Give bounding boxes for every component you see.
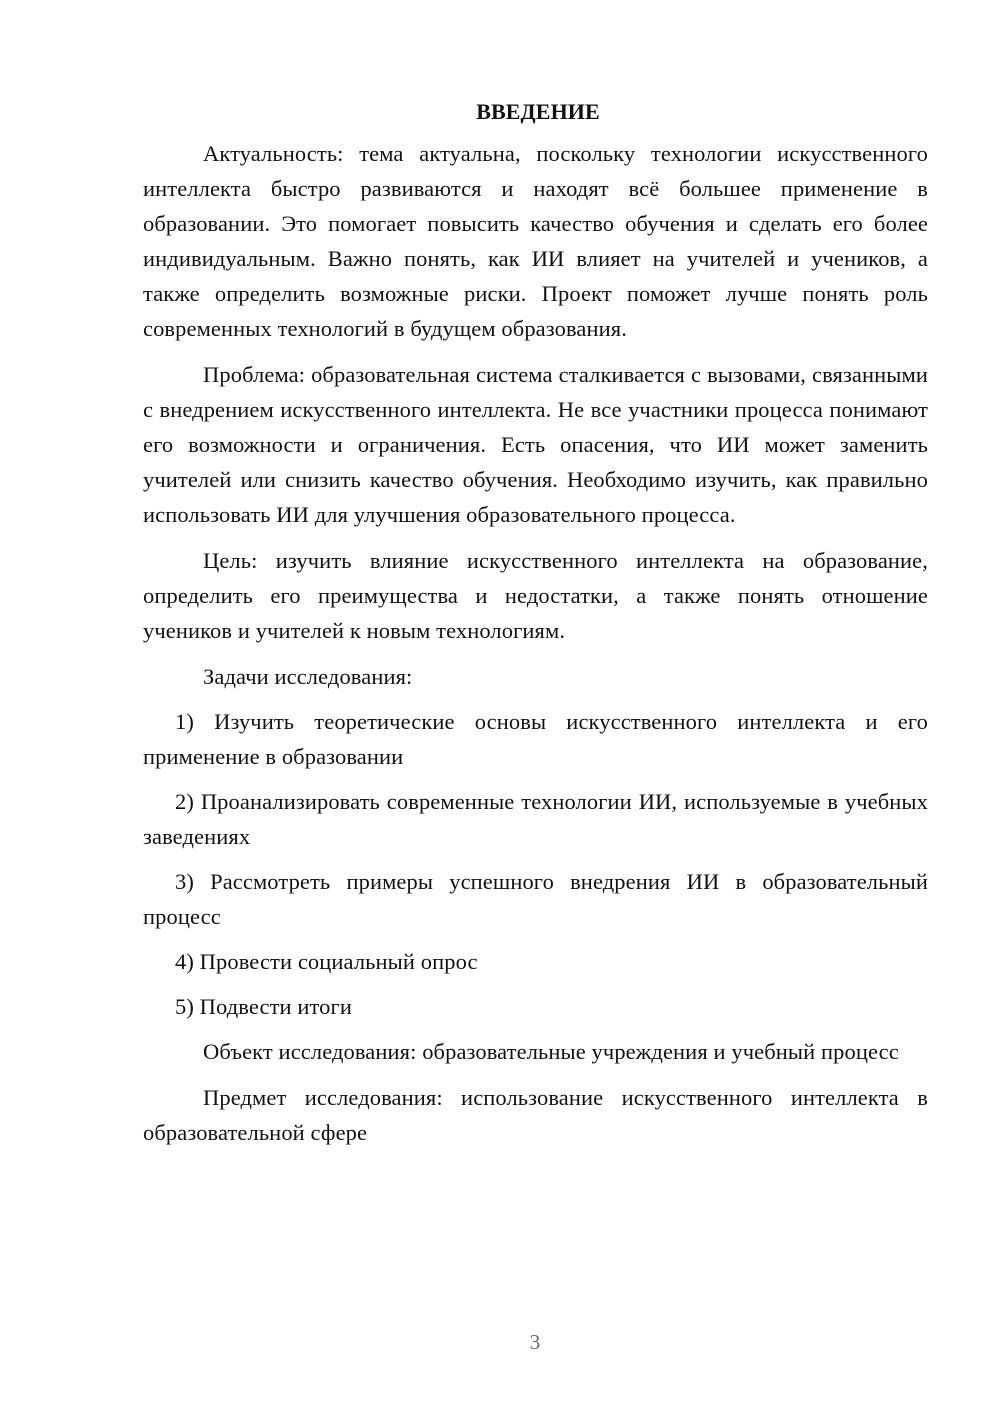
- task-item: 4) Провести социальный опрос: [175, 949, 478, 974]
- tasks-heading: Задачи исследования:: [203, 664, 413, 689]
- task-item: 2) Проанализировать современные технологии ИИ, используемые в учебных заведениях: [143, 789, 928, 849]
- tasks-list: [143, 704, 928, 1024]
- problem-paragraph: Проблема: образовательная система сталкивается с вызовами, связанными с внедрением искусственного интеллекта. Не все участники процесса понимают его возможности и ограничения. Есть опасения, что ИИ может заменить учителей или снизить качество обучения. Необходимо изучить, как правильно использовать ИИ для улучшения образовательного процесса.: [143, 362, 928, 527]
- task-item: 3) Рассмотреть примеры успешного внедрения ИИ в образовательный процесс: [143, 869, 928, 929]
- page-title: ВВЕДЕНИЕ: [476, 99, 600, 124]
- task-item: 5) Подвести итоги: [175, 994, 352, 1019]
- object-paragraph: Объект исследования: образовательные учреждения и учебный процесс: [203, 1039, 899, 1064]
- page-body: [143, 94, 928, 1161]
- goal-paragraph: Цель: изучить влияние искусственного интеллекта на образование, определить его преимущества и недостатки, а также понять отношение учеников и учителей к новым технологиям.: [143, 548, 928, 643]
- task-item: 1) Изучить теоретические основы искусственного интеллекта и его применение в образовании: [143, 709, 928, 769]
- page-number: 3: [529, 1330, 541, 1354]
- subject-paragraph: Предмет исследования: использование искусственного интеллекта в образовательной сфере: [143, 1085, 928, 1145]
- relevance-paragraph: Актуальность: тема актуальна, поскольку технологии искусственного интеллекта быстро развиваются и находят всё большее применение в образовании. Это помогает повысить качество обучения и сделать его более индивидуальным. Важно понять, как ИИ влияет на учителей и учеников, а также определить возможные риски. Проект поможет лучше понять роль современных технологий в будущем образования.: [143, 141, 928, 341]
